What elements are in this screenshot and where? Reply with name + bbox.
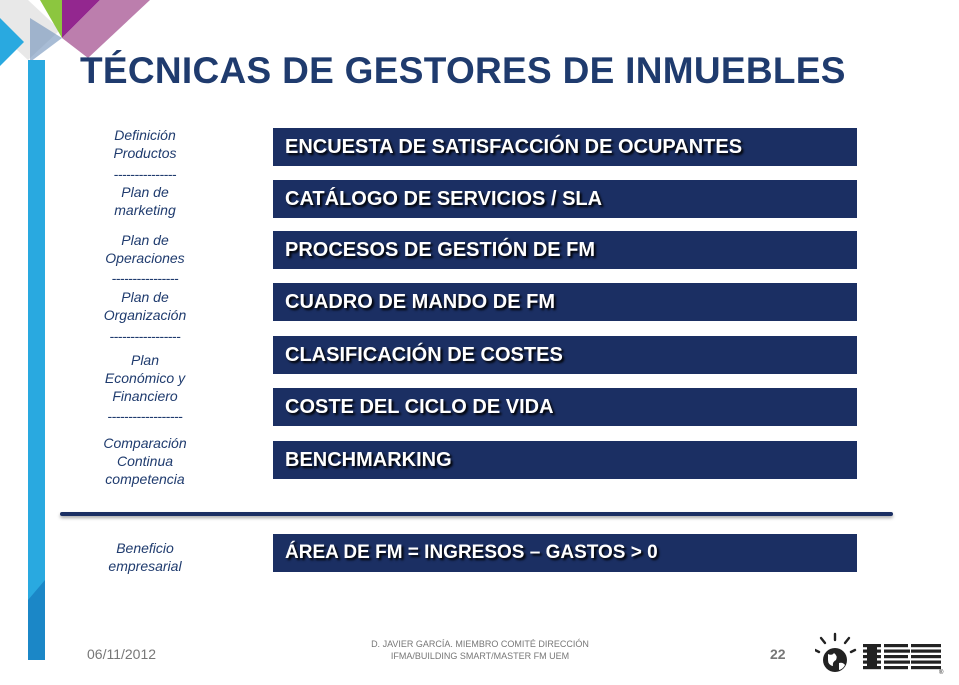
corner-decoration xyxy=(0,0,160,685)
sidebar-divider: ----------------- xyxy=(109,330,181,342)
ibm-logo xyxy=(815,630,945,676)
technique-bar-benchmarking: BENCHMARKING xyxy=(273,441,857,479)
technique-bar-procesos: PROCESOS DE GESTIÓN DE FM xyxy=(273,231,857,269)
section-divider xyxy=(60,512,893,516)
sidebar-label-organizacion: Plan de Organización xyxy=(103,289,187,323)
technique-bar-coste: COSTE DEL CICLO DE VIDA xyxy=(273,388,857,426)
sidebar-divider: ------------------ xyxy=(107,410,183,422)
footer-author-line1: D. JAVIER GARCÍA. MIEMBRO COMITÉ DIRECCIÓN xyxy=(371,639,589,649)
technique-bar-clasificacion: CLASIFICACIÓN DE COSTES xyxy=(273,336,857,374)
page-title: TÉCNICAS DE GESTORES DE INMUEBLES xyxy=(80,50,846,91)
sidebar-divider: ---------------- xyxy=(111,272,179,284)
footer-author xyxy=(330,638,630,662)
sidebar-label-beneficio: Beneficio empresarial xyxy=(108,540,182,574)
technique-bar-cuadro: CUADRO DE MANDO DE FM xyxy=(273,283,857,321)
sidebar-label-definicion: Definición Productos xyxy=(113,127,177,161)
sidebar-label-operaciones: Plan de Operaciones xyxy=(105,232,185,266)
sidebar-label-economico: Plan Económico y Financiero xyxy=(104,352,186,404)
sidebar-divider: --------------- xyxy=(113,168,177,180)
technique-bar-encuesta: ENCUESTA DE SATISFACCIÓN DE OCUPANTES xyxy=(273,128,857,166)
page-number: 22 xyxy=(770,646,786,662)
technique-bar-catalogo: CATÁLOGO DE SERVICIOS / SLA xyxy=(273,180,857,218)
footer-author-line2: IFMA/BUILDING SMART/MASTER FM UEM xyxy=(390,651,570,661)
svg-text:®: ® xyxy=(939,670,944,676)
benefit-bar: ÁREA DE FM = INGRESOS – GASTOS > 0 xyxy=(273,534,857,572)
sidebar-label-comparacion: Comparación Continua competencia xyxy=(103,435,187,487)
footer-date: 06/11/2012 xyxy=(87,646,157,662)
sidebar-label-marketing: Plan de marketing xyxy=(114,184,176,218)
